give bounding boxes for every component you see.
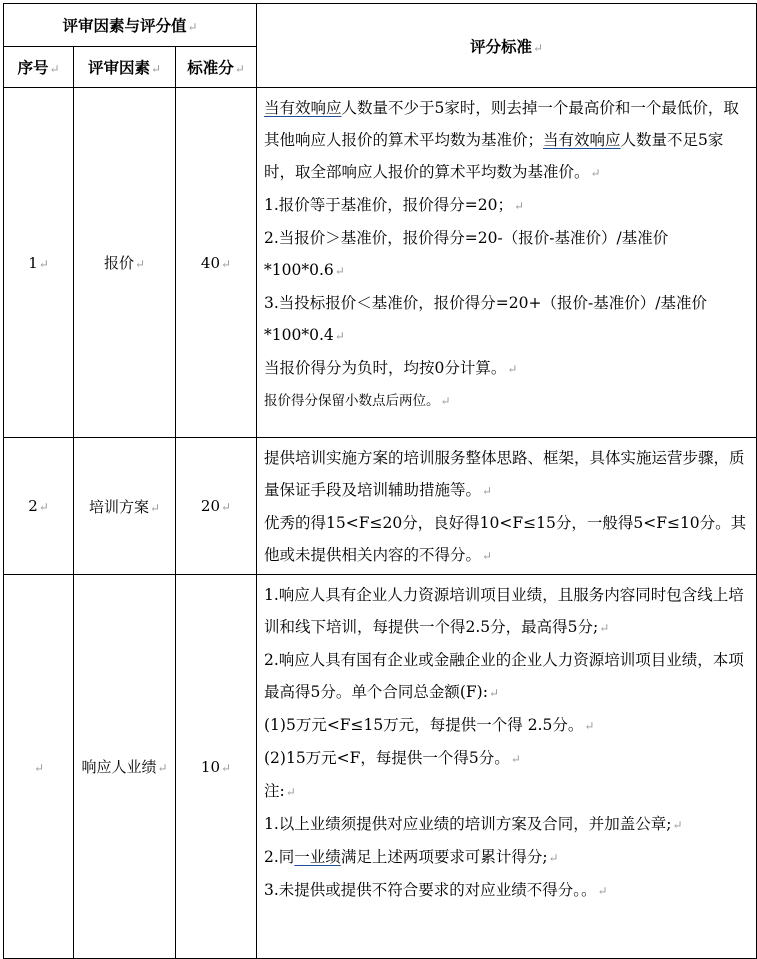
paragraph-mark-icon: ↵ xyxy=(221,760,232,775)
row-criteria xyxy=(257,575,757,959)
paragraph-mark-icon: ↵ xyxy=(134,257,146,271)
criteria-paragraph: 报价得分保留小数点后两位。↵ xyxy=(264,393,451,409)
table-row xyxy=(4,88,757,438)
criteria-paragraph: 当报价得分为负时，均按0分计算。↵ xyxy=(264,359,518,377)
group-header: 评审因素与评分值↵ xyxy=(4,4,257,47)
row-score: 20↵ xyxy=(176,438,257,575)
no-header: 序号↵ xyxy=(4,47,74,88)
paragraph-mark-icon: ↵ xyxy=(33,760,45,775)
paragraph-mark-icon: ↵ xyxy=(49,62,60,76)
score-header: 标准分↵ xyxy=(176,47,257,88)
row-criteria xyxy=(257,88,757,438)
paragraph-mark-icon: ↵ xyxy=(38,256,49,271)
paragraph-mark-icon: ↵ xyxy=(285,785,296,799)
row-no xyxy=(4,575,74,959)
paragraph-mark-icon: ↵ xyxy=(548,851,559,865)
criteria-header: 评分标准↵ xyxy=(257,4,757,88)
paragraph-mark-icon: ↵ xyxy=(510,752,521,766)
row-factor: 培训方案↵ xyxy=(74,438,176,575)
paragraph-mark-icon: ↵ xyxy=(149,500,161,515)
paragraph-mark-icon: ↵ xyxy=(150,62,162,76)
row-no: 1↵ xyxy=(4,88,74,438)
criteria-paragraph: 2.响应人具有国有企业或金融企业的企业人力资源培训项目业绩，本项最高得5分。单个合同总金额(F):↵ xyxy=(264,651,744,701)
row-factor: 报价↵ xyxy=(74,88,176,438)
criteria-paragraph: 1.响应人具有企业人力资源培训项目业绩，且服务内容同时包含线上培训和线下培训，每提供一个得2.5分，最高得5分;↵ xyxy=(264,586,744,636)
criteria-paragraph: (2)15万元<F，每提供一个得5分。↵ xyxy=(264,749,521,767)
row-no: 2↵ xyxy=(4,438,74,575)
scoring-table xyxy=(3,3,757,959)
paragraph-mark-icon: ↵ xyxy=(334,264,345,278)
paragraph-mark-icon: ↵ xyxy=(234,62,245,76)
paragraph-mark-icon: ↵ xyxy=(482,549,493,563)
paragraph-mark-icon: ↵ xyxy=(590,166,601,180)
paragraph-mark-icon: ↵ xyxy=(157,761,168,775)
paragraph-mark-icon: ↵ xyxy=(482,484,493,498)
criteria-paragraph: (1)5万元<F≤15万元，每提供一个得 2.5分。↵ xyxy=(264,716,595,734)
row-factor: 响应人业绩↵ xyxy=(74,575,176,959)
row-score: 40↵ xyxy=(176,88,257,438)
criteria-paragraph: 当有效响应人数量不少于5家时，则去掉一个最高价和一个最低价，取其他响应人报价的算术平均数为基准价；当有效响应人数量不足5家时，取全部响应人报价的算术平均数为基准价。↵ xyxy=(264,99,739,181)
criteria-paragraph: 优秀的得15<F≤20分，良好得10<F≤15分，一般得5<F≤10分。其他或未提供相关内容的不得分。↵ xyxy=(264,514,747,564)
paragraph-mark-icon: ↵ xyxy=(488,686,499,700)
criteria-paragraph: 提供培训实施方案的培训服务整体思路、框架，具体实施运营步骤，质量保证手段及培训辅助措施等。↵ xyxy=(264,449,745,499)
paragraph-mark-icon: ↵ xyxy=(672,818,683,832)
paragraph-mark-icon: ↵ xyxy=(584,719,595,733)
criteria-paragraph: 3.当投标报价＜基准价，报价得分=20+（报价-基准价）/基准价*100*0.4↵ xyxy=(264,294,707,344)
paragraph-mark-icon: ↵ xyxy=(532,40,544,55)
paragraph-mark-icon: ↵ xyxy=(507,362,518,376)
paragraph-mark-icon: ↵ xyxy=(334,329,345,343)
table-row xyxy=(4,438,757,575)
paragraph-mark-icon: ↵ xyxy=(514,199,525,213)
criteria-paragraph: 2.当报价＞基准价，报价得分=20-（报价-基准价）/基准价*100*0.6↵ xyxy=(264,229,669,279)
row-score: 10↵ xyxy=(176,575,257,959)
table-row xyxy=(4,575,757,959)
criteria-paragraph: 1.以上业绩须提供对应业绩的培训方案及合同，并加盖公章;↵ xyxy=(264,815,683,833)
paragraph-mark-icon: ↵ xyxy=(38,500,49,514)
paragraph-mark-icon: ↵ xyxy=(221,500,232,514)
factor-header: 评审因素↵ xyxy=(74,47,176,88)
paragraph-mark-icon: ↵ xyxy=(440,394,451,408)
criteria-paragraph: 3.未提供或提供不符合要求的对应业绩不得分。。↵ xyxy=(264,881,608,899)
paragraph-mark-icon: ↵ xyxy=(187,20,198,34)
criteria-paragraph: 注:↵ xyxy=(264,782,296,800)
row-criteria xyxy=(257,438,757,575)
paragraph-mark-icon: ↵ xyxy=(221,256,232,271)
paragraph-mark-icon: ↵ xyxy=(597,884,608,898)
paragraph-mark-icon: ↵ xyxy=(599,621,610,635)
criteria-paragraph: 2.同一业绩满足上述两项要求可累计得分;↵ xyxy=(264,848,559,866)
criteria-paragraph: 1.报价等于基准价，报价得分=20；↵ xyxy=(264,196,525,214)
